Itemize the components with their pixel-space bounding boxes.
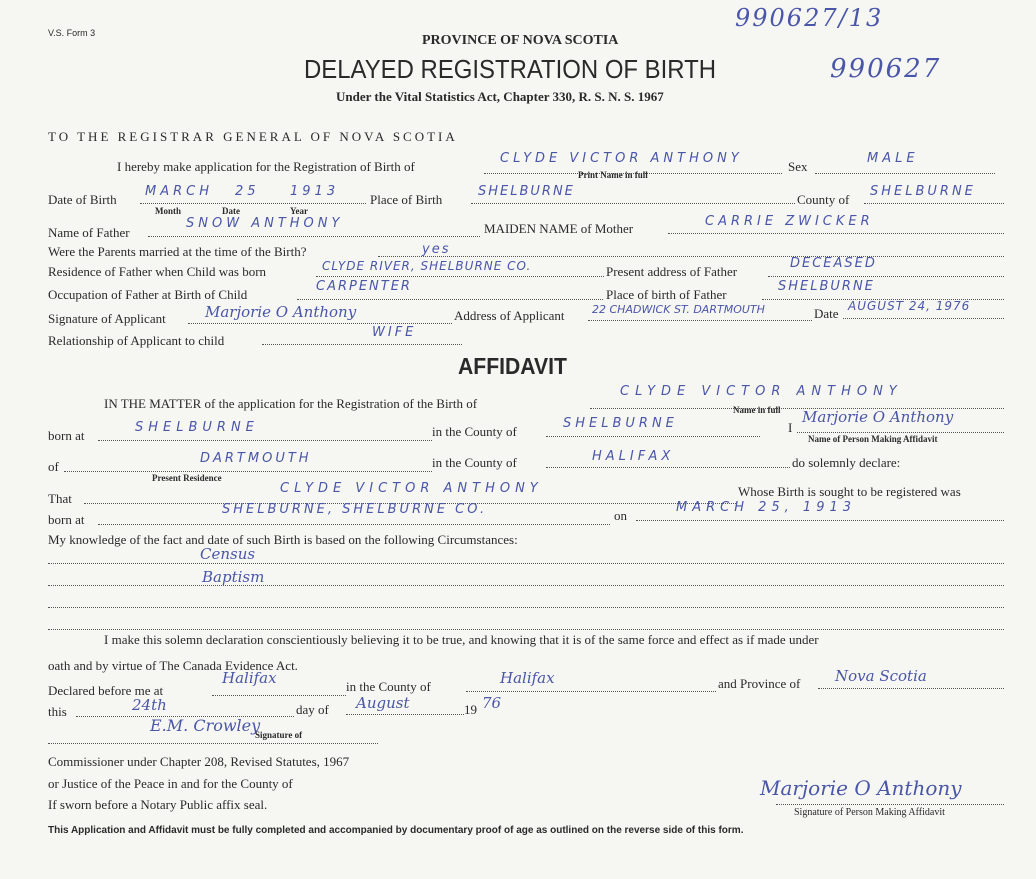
born-county-value[interactable]: SHELBURNE bbox=[563, 416, 678, 431]
father-residence-label: Residence of Father when Child was born bbox=[48, 264, 267, 279]
born-at-label: born at bbox=[48, 428, 85, 443]
affiant-hint: Name of Person Making Affidavit bbox=[808, 434, 938, 444]
declared-label: Declared before me at bbox=[48, 683, 164, 698]
year-hint: Year bbox=[290, 206, 308, 216]
married-line bbox=[378, 256, 1004, 257]
circumstance-line-1 bbox=[48, 563, 1004, 564]
place-value[interactable]: SHELBURNE bbox=[478, 184, 575, 199]
occupation-label: Occupation of Father at Birth of Child bbox=[48, 287, 248, 302]
sex-label: Sex bbox=[788, 159, 808, 174]
affiant-line bbox=[797, 432, 1004, 433]
that-name-value[interactable]: CLYDE VICTOR ANTHONY bbox=[280, 481, 543, 496]
county-label: County of bbox=[797, 192, 850, 207]
father-residence-value[interactable]: CLYDE RIVER, SHELBURNE CO. bbox=[322, 259, 532, 273]
place-line bbox=[471, 203, 795, 204]
date-hint: Date bbox=[222, 206, 240, 216]
province-heading: PROVINCE OF NOVA SCOTIA bbox=[422, 33, 619, 48]
father-label: Name of Father bbox=[48, 225, 130, 240]
date-label: Date bbox=[814, 306, 839, 321]
circumstance-line-4 bbox=[48, 629, 1004, 630]
dob-year-value[interactable]: 1913 bbox=[290, 184, 340, 199]
residence-county-line bbox=[546, 467, 790, 468]
day-value[interactable]: 24th bbox=[132, 696, 167, 714]
registration-number: 990627 bbox=[830, 54, 942, 84]
circumstance-line-3 bbox=[48, 607, 1004, 608]
i-label: I bbox=[788, 420, 793, 435]
in-county-label-3: in the County of bbox=[346, 679, 431, 694]
form-subtitle: Under the Vital Statistics Act, Chapter 330, R. S. N. S. 1967 bbox=[336, 89, 664, 104]
year-prefix: 19 bbox=[464, 702, 477, 717]
declared-at-value[interactable]: Halifax bbox=[222, 669, 277, 687]
child-name-value[interactable]: CLYDE VICTOR ANTHONY bbox=[500, 151, 743, 166]
applicant-signature: Marjorie O Anthony bbox=[205, 303, 357, 321]
applicant-address-label: Address of Applicant bbox=[454, 308, 565, 323]
father-birthplace-label: Place of birth of Father bbox=[606, 287, 727, 302]
form-id: V.S. Form 3 bbox=[48, 28, 96, 38]
form-title: DELAYED REGISTRATION OF BIRTH bbox=[304, 54, 717, 84]
declared-county-line bbox=[466, 691, 716, 692]
signature-label: Signature of Applicant bbox=[48, 311, 166, 326]
affidavit-heading: AFFIDAVIT bbox=[458, 353, 567, 379]
dob-month-value[interactable]: MARCH bbox=[145, 184, 213, 199]
whose-label: Whose Birth is sought to be registered was bbox=[738, 484, 961, 499]
date-line bbox=[843, 318, 1004, 319]
residence-county-value[interactable]: HALIFAX bbox=[592, 449, 675, 464]
footer-note: This Application and Affidavit must be fully completed and accompanied by documentary proof of age as outlined on the reverse side of this form. bbox=[48, 825, 744, 836]
province-value[interactable]: Nova Scotia bbox=[835, 667, 927, 685]
print-name-hint: Print Name in full bbox=[578, 170, 648, 180]
province-line bbox=[818, 688, 1004, 689]
residence-value[interactable]: DARTMOUTH bbox=[200, 451, 312, 466]
born-date-value[interactable]: MARCH 25, 1913 bbox=[676, 500, 857, 515]
born-at2-value[interactable]: SHELBURNE, SHELBURNE CO. bbox=[222, 502, 488, 517]
mother-line bbox=[668, 233, 1004, 234]
occupation-value[interactable]: CARPENTER bbox=[316, 279, 412, 294]
sex-value[interactable]: MALE bbox=[867, 151, 919, 166]
month-line bbox=[346, 714, 464, 715]
month-value[interactable]: August bbox=[356, 694, 410, 712]
born-at2-line bbox=[98, 524, 610, 525]
of-label: of bbox=[48, 459, 59, 474]
commissioner-line bbox=[48, 743, 378, 744]
sig-of-hint: Signature of bbox=[255, 730, 303, 740]
county-line bbox=[864, 203, 1004, 204]
affiant-final-signature: Marjorie O Anthony bbox=[760, 776, 962, 800]
notary-label: If sworn before a Notary Public affix seal. bbox=[48, 797, 268, 812]
dob-date-value[interactable]: 25 bbox=[235, 184, 260, 199]
knowledge-label: My knowledge of the fact and date of such Birth is based on the following Circumstances: bbox=[48, 532, 518, 547]
in-county-label-1: in the County of bbox=[432, 424, 517, 439]
matter-name-value[interactable]: CLYDE VICTOR ANTHONY bbox=[620, 384, 903, 399]
father-birthplace-value[interactable]: SHELBURNE bbox=[778, 279, 875, 294]
dob-line bbox=[140, 203, 366, 204]
day-of-label: day of bbox=[296, 702, 329, 717]
place-label: Place of Birth bbox=[370, 192, 443, 207]
relationship-line bbox=[262, 344, 462, 345]
relationship-value[interactable]: WIFE bbox=[372, 325, 417, 340]
name-hint: Name in full bbox=[733, 405, 781, 415]
married-value[interactable]: yes bbox=[422, 242, 451, 257]
relationship-label: Relationship of Applicant to child bbox=[48, 333, 225, 348]
affiant-signature: Marjorie O Anthony bbox=[802, 408, 954, 426]
mother-value[interactable]: CARRIE ZWICKER bbox=[705, 214, 874, 229]
commissioner-label: Commissioner under Chapter 208, Revised Statutes, 1967 bbox=[48, 754, 350, 769]
born-date-line bbox=[636, 520, 1004, 521]
applicant-address-line bbox=[588, 320, 812, 321]
applicant-address-value[interactable]: 22 CHADWICK ST. DARTMOUTH bbox=[592, 303, 765, 316]
justice-label: or Justice of the Peace in and for the County of bbox=[48, 776, 293, 791]
year-suffix-value[interactable]: 76 bbox=[482, 694, 502, 712]
father-line bbox=[148, 236, 480, 237]
solemn-line-1: I make this solemn declaration conscientiously believing it to be true, and knowing that it is of the same force and effect as if made under bbox=[104, 632, 819, 647]
on-label: on bbox=[614, 508, 627, 523]
mother-label: MAIDEN NAME of Mother bbox=[484, 221, 634, 236]
declared-at-line bbox=[212, 695, 346, 696]
circumstance-2[interactable]: Baptism bbox=[202, 568, 265, 586]
date-value[interactable]: AUGUST 24, 1976 bbox=[848, 299, 971, 313]
declared-county-value[interactable]: Halifax bbox=[500, 669, 555, 687]
born-at-value[interactable]: SHELBURNE bbox=[135, 420, 259, 435]
solemn-line-2: oath and by virtue of The Canada Evidence Act. bbox=[48, 658, 298, 673]
county-value[interactable]: SHELBURNE bbox=[870, 184, 976, 199]
province-label: and Province of bbox=[718, 676, 801, 691]
residence-line bbox=[64, 471, 432, 472]
father-present-line bbox=[768, 276, 1004, 277]
in-county-label-2: in the County of bbox=[432, 455, 517, 470]
born-county-line bbox=[546, 436, 760, 437]
affiant-final-hint: Signature of Person Making Affidavit bbox=[794, 807, 945, 818]
father-present-label: Present address of Father bbox=[606, 264, 738, 279]
circumstance-1[interactable]: Census bbox=[200, 545, 256, 563]
father-value[interactable]: SNOW ANTHONY bbox=[186, 216, 344, 231]
registration-stamp: 990627/13 bbox=[735, 4, 884, 32]
affiant-final-line bbox=[776, 804, 1004, 805]
father-present-value[interactable]: DECEASED bbox=[790, 256, 877, 271]
born-at-line bbox=[98, 440, 432, 441]
father-residence-line bbox=[316, 276, 604, 277]
occupation-line bbox=[297, 299, 603, 300]
sex-line bbox=[815, 173, 995, 174]
circumstance-line-2 bbox=[48, 585, 1004, 586]
this-label: this bbox=[48, 704, 67, 719]
residence-hint: Present Residence bbox=[152, 473, 222, 483]
that-label: That bbox=[48, 491, 72, 506]
married-label: Were the Parents married at the time of the Birth? bbox=[48, 244, 307, 259]
intro-label: I hereby make application for the Registration of Birth of bbox=[117, 159, 415, 174]
declare-label: do solemnly declare: bbox=[792, 455, 901, 470]
matter-label: IN THE MATTER of the application for the Registration of the Birth of bbox=[104, 396, 478, 411]
month-hint: Month bbox=[155, 206, 182, 216]
signature-line bbox=[188, 323, 452, 324]
born-at2-label: born at bbox=[48, 512, 85, 527]
addressee: TO THE REGISTRAR GENERAL OF NOVA SCOTIA bbox=[48, 129, 458, 144]
commissioner-signature: E.M. Crowley bbox=[150, 716, 261, 735]
dob-label: Date of Birth bbox=[48, 192, 117, 207]
